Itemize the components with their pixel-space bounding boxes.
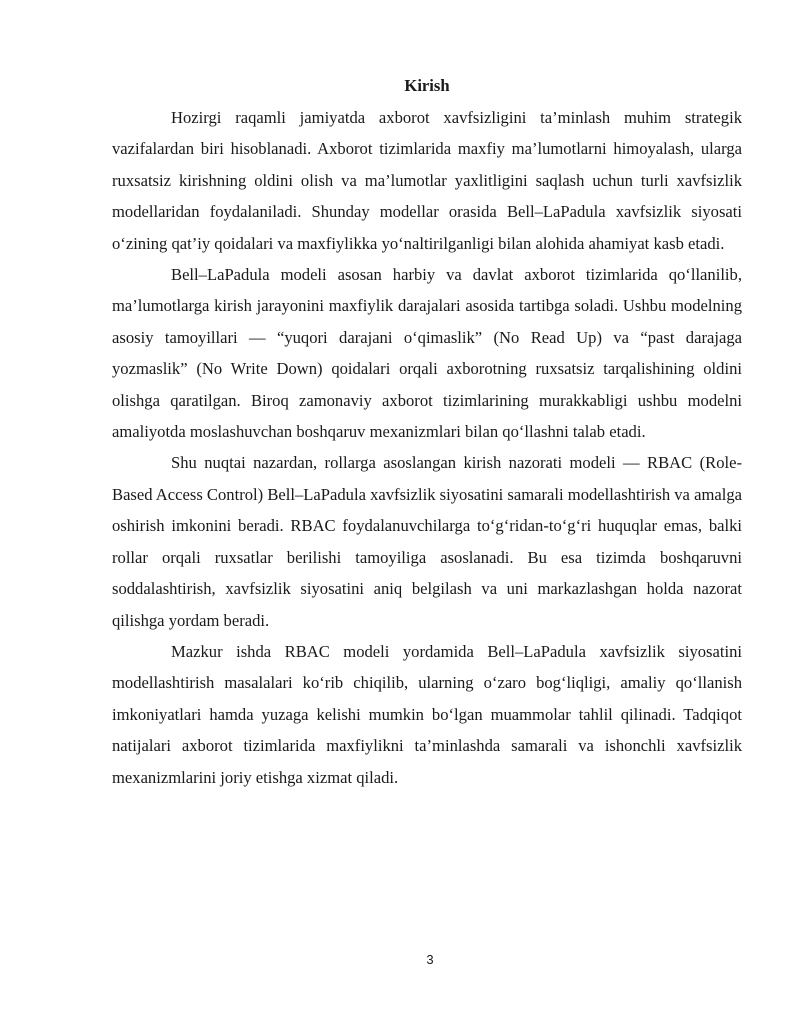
paragraph-3: Shu nuqtai nazardan, rollarga asoslangan kirish nazorati modeli — RBAC (Role-Based Access Control) Bell–LaPadula xavfsizlik siyosatini samarali modellashtirish va amalga oshirish imkonini beradi. RBAC foydalanuvchilarga to‘g‘ridan-to‘g‘ri huquqlar emas, balki rollar orqali ruxsatlar berilishi tamoyiliga asoslanadi. Bu esa tizimda boshqaruvni soddalashtirish, xavfsizlik siyosatini aniq belgilash va uni markazlashgan holda nazorat qilishga yordam beradi. [112, 453, 742, 630]
page-content [112, 70, 742, 793]
paragraph-1: Hozirgi raqamli jamiyatda axborot xavfsizligini ta’minlash muhim strategik vazifalardan biri hisoblanadi. Axborot tizimlarida maxfiy ma’lumotlarni himoyalash, ularga ruxsatsiz kirishning oldini olish va ma’lumotlar yaxlitligini saqlash uchun turli xavfsizlik modellaridan foydalaniladi. Shunday modellar orasida Bell–LaPadula xavfsizlik siyosati o‘zining qat’iy qoidalari va maxfiylikka yo‘naltirilganligi bilan alohida ahamiyat kasb etadi. [112, 108, 742, 253]
page-number: 3 [426, 952, 434, 967]
section-title: Kirish [404, 76, 450, 95]
paragraph-2: Bell–LaPadula modeli asosan harbiy va davlat axborot tizimlarida qo‘llanilib, ma’lumotlarga kirish jarayonini maxfiylik darajalari asosida tartibga soladi. Ushbu modelning asosiy tamoyillari — “yuqori darajani o‘qimaslik” (No Read Up) va “past darajaga yozmaslik” (No Write Down) qoidalari orqali axborotning ruxsatsiz tarqalishining oldini olishga qaratilgan. Biroq zamonaviy axborot tizimlarining murakkabligi ushbu modelni amaliyotda moslashuvchan boshqaruv mexanizmlari bilan qo‘llashni talab etadi. [112, 265, 742, 442]
paragraph-4: Mazkur ishda RBAC modeli yordamida Bell–LaPadula xavfsizlik siyosatini modellashtirish masalalari ko‘rib chiqilib, ularning o‘zaro bog‘liqligi, amaliy qo‘llanish imkoniyatlari hamda yuzaga kelishi mumkin bo‘lgan muammolar tahlil qilinadi. Tadqiqot natijalari axborot tizimlarida maxfiylikni ta’minlashda samarali va ishonchli xavfsizlik mexanizmlarini joriy etishga xizmat qiladi. [112, 641, 742, 787]
